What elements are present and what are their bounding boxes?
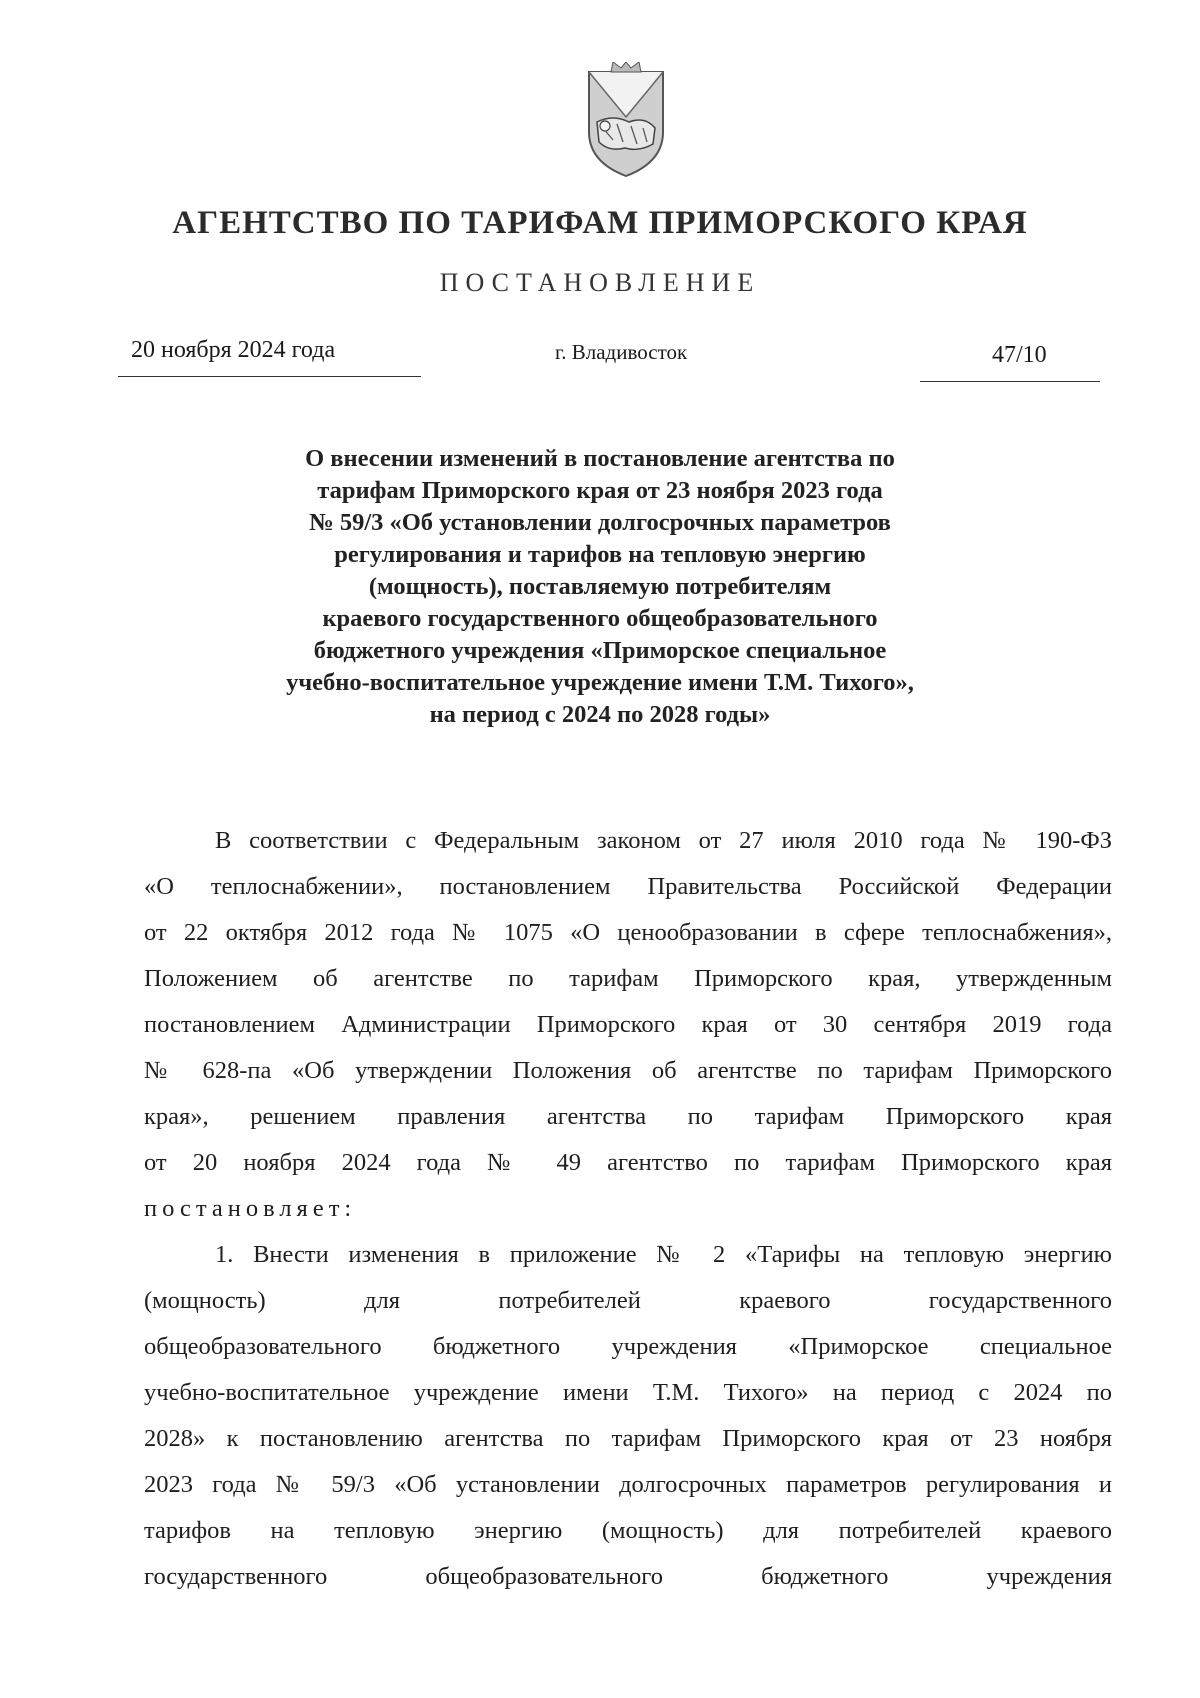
title-line: учебно-воспитательное учреждение имени Т.М. Тихого», — [286, 669, 914, 696]
preamble-paragraph — [144, 818, 1112, 1232]
title-line: № 59/3 «Об установлении долгосрочных параметров — [309, 509, 891, 536]
resolution-word: постановляет: — [144, 1195, 357, 1222]
body-line: края», решением правления агентства по тарифам Приморского края — [144, 1103, 1112, 1130]
body-line: «О теплоснабжении», постановлением Правительства Российской Федерации — [144, 873, 1112, 900]
body-line: постановлением Администрации Приморского края от 30 сентября 2019 года — [144, 1011, 1112, 1038]
body-line: Положением об агентстве по тарифам Приморского края, утвержденным — [144, 965, 1112, 992]
document-title — [200, 443, 1000, 731]
body-line: от 20 ноября 2024 года № 49 агентство по тарифам Приморского края — [144, 1149, 1112, 1176]
body-line: (мощность) для потребителей краевого государственного — [144, 1287, 1112, 1314]
body-line: № 628-па «Об утверждении Положения об агентстве по тарифам Приморского — [144, 1057, 1112, 1084]
title-line: тарифам Приморского края от 23 ноября 2023 года — [317, 477, 883, 504]
agency-name: АГЕНТСТВО ПО ТАРИФАМ ПРИМОРСКОГО КРАЯ — [172, 205, 1028, 241]
document-city: г. Владивосток — [555, 340, 688, 364]
title-line: бюджетного учреждения «Приморское специальное — [313, 637, 887, 664]
title-line: О внесении изменений в постановление агентства по — [305, 445, 895, 472]
title-line: регулирования и тарифов на тепловую энергию — [334, 541, 866, 568]
body-line: государственного общеобразовательного бюджетного учреждения — [144, 1563, 1112, 1590]
document-type: ПОСТАНОВЛЕНИЕ — [439, 268, 761, 297]
document-date: 20 ноября 2024 года — [118, 337, 421, 377]
body-line: общеобразовательного бюджетного учреждения «Приморское специальное — [144, 1333, 1112, 1360]
body-line: 2028» к постановлению агентства по тарифам Приморского края от 23 ноября — [144, 1425, 1112, 1452]
title-line: на период с 2024 по 2028 годы» — [429, 701, 771, 728]
body-line: В соответствии с Федеральным законом от 27 июля 2010 года № 190-ФЗ — [215, 827, 1112, 854]
body-line: тарифов на тепловую энергию (мощность) для потребителей краевого — [144, 1517, 1112, 1544]
document-number: 47/10 — [920, 342, 1100, 382]
body-line: 2023 года № 59/3 «Об установлении долгосрочных параметров регулирования и — [144, 1471, 1112, 1498]
body-line: 1. Внести изменения в приложение № 2 «Тарифы на тепловую энергию — [215, 1241, 1112, 1268]
item-1-paragraph — [144, 1232, 1112, 1600]
body-line: от 22 октября 2012 года № 1075 «О ценообразовании в сфере теплоснабжения», — [144, 919, 1112, 946]
coat-of-arms-icon — [583, 62, 669, 180]
body-line: учебно-воспитательное учреждение имени Т.М. Тихого» на период с 2024 по — [144, 1379, 1112, 1406]
title-line: краевого государственного общеобразовательного — [322, 605, 878, 632]
title-line: (мощность), поставляемую потребителям — [368, 573, 832, 600]
